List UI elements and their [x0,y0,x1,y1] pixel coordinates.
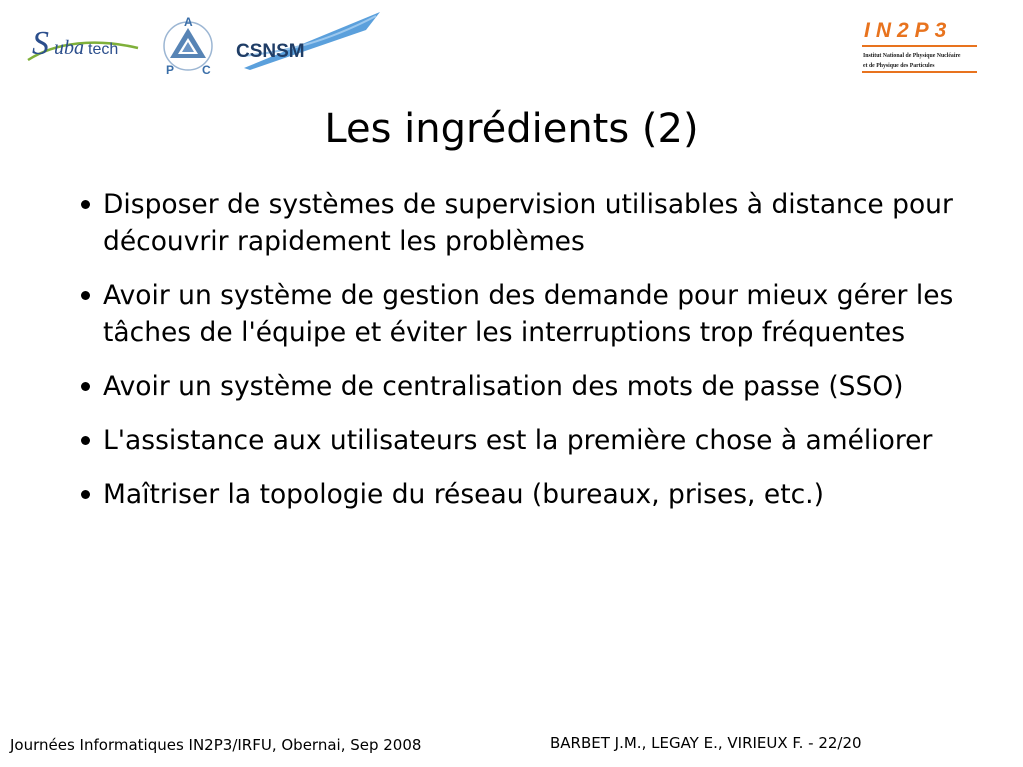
bullet-text: Avoir un système de centralisation des mots de passe (SSO) [103,371,904,402]
in2p3-line2: et de Physique des Particules [863,63,935,69]
csnsm-logo [236,12,380,70]
bullet-text: Avoir un système de gestion des demande pour mieux gérer les tâches de l'équipe et éviter les interruptions trop fréquentes [103,280,954,348]
bullet-text: Disposer de systèmes de supervision utilisables à distance pour découvrir rapidement les problèmes [103,189,953,257]
bullet-item [76,277,976,351]
bullet-dot-icon [81,291,90,300]
in2p3-logo [862,18,977,76]
bullet-item [76,422,976,459]
footer-event: Journées Informatiques IN2P3/IRFU, Obernai, Sep 2008 [10,736,422,754]
subatech-uba: uba [54,37,84,59]
bullet-item [76,186,976,260]
subatech-logo [28,25,138,62]
csnsm-text: CSNSM [236,41,305,62]
bullet-dot-icon [81,490,90,499]
slide-title: Les ingrédients (2) [324,106,699,152]
footer-authors-page: BARBET J.M., LEGAY E., VIRIEUX F. - 22/20 [550,734,862,752]
bullet-dot-icon [81,200,90,209]
in2p3-title: IN2P3 [864,19,953,42]
bullet-text: L'assistance aux utilisateurs est la première chose à améliorer [103,425,933,456]
bullet-item [76,368,976,405]
apc-letter-p: P [166,63,175,77]
bullet-item [76,476,976,513]
apc-logo [164,15,212,77]
apc-letter-a: A [184,15,193,29]
partner-logos [26,12,386,80]
subatech-tech: tech [88,41,119,58]
bullet-dot-icon [81,382,90,391]
in2p3-line1: Institut National de Physique Nucléaire [863,53,961,59]
apc-letter-c: C [202,63,211,77]
bullet-list [76,186,976,530]
bullet-text: Maîtriser la topologie du réseau (bureaux, prises, etc.) [103,479,824,510]
subatech-s: S [32,25,49,62]
bullet-dot-icon [81,436,90,445]
